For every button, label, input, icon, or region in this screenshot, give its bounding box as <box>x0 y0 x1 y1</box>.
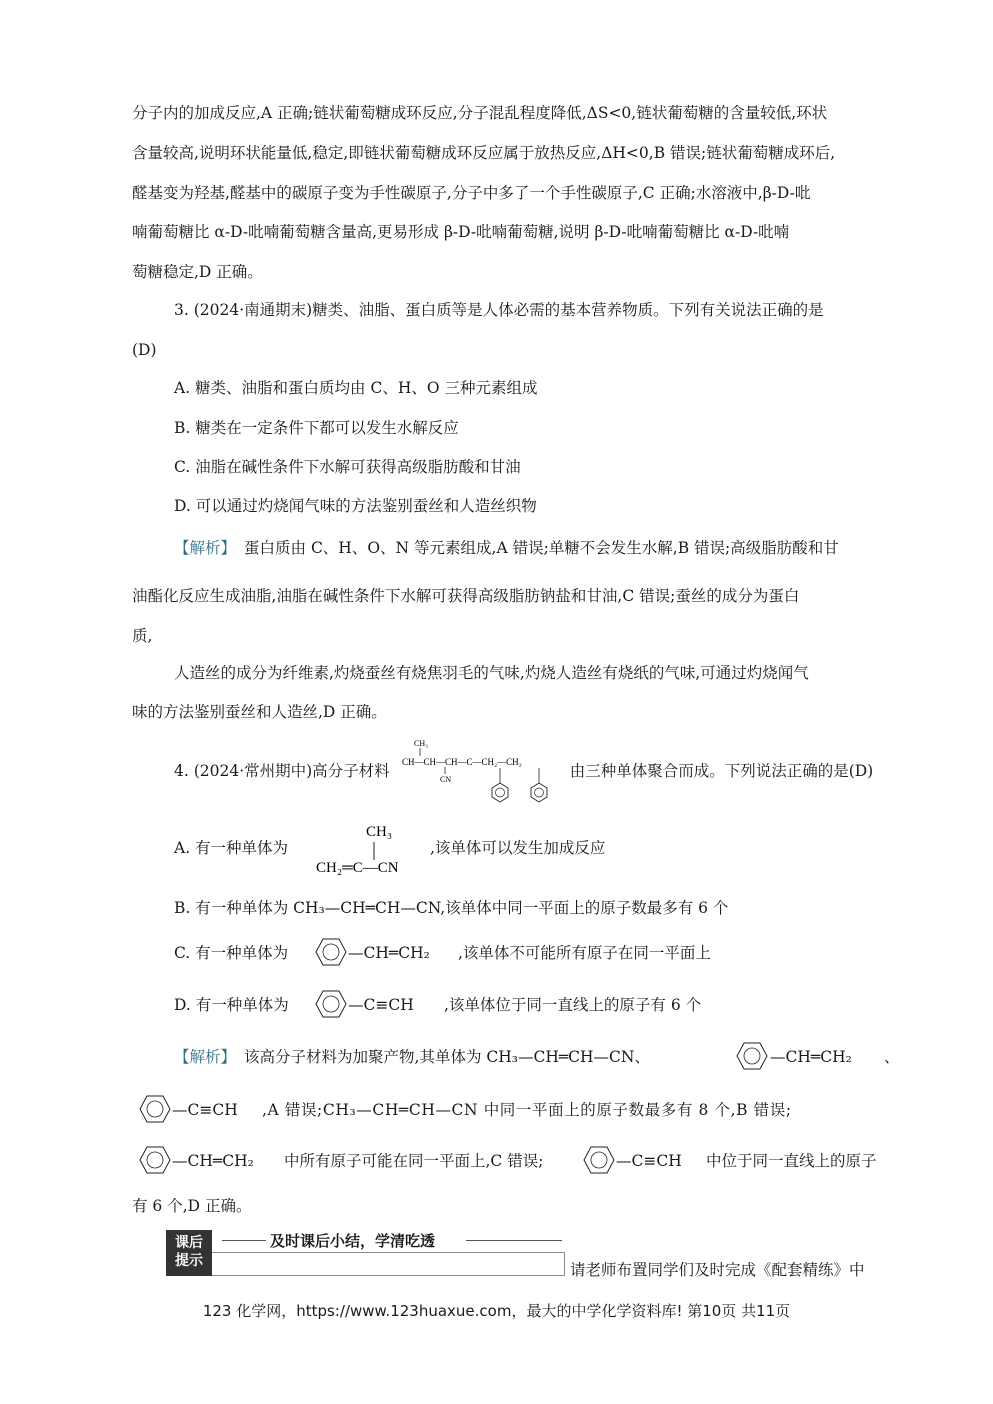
polymer-ch3: CH₃ <box>414 739 428 748</box>
q4-analysis-line: 有 6 个,D 正确。 <box>132 1197 252 1215</box>
q3-option-b: B. 糖类在一定条件下都可以发生水解反应 <box>174 419 459 437</box>
monomer-a-structure-icon <box>312 820 432 880</box>
q3-analysis-line: 味的方法鉴别蚕丝和人造丝,D 正确。 <box>132 703 387 721</box>
q4-stem-post: 由三种单体聚合而成。下列说法正确的是(D) <box>569 762 874 780</box>
q4-stem-pre: 4. (2024·常州期中)高分子材料 <box>174 762 390 780</box>
q4-option-d-pre: D. 有一种单体为 <box>174 996 289 1014</box>
banner-after-text: 请老师布置同学们及时完成《配套精练》中 <box>570 1261 865 1279</box>
polymer-structure-icon <box>400 736 600 808</box>
benzene-ring-icon <box>136 1091 176 1127</box>
monomer-a-ch3: CH₃ <box>366 824 393 840</box>
banner-label-line: 提示 <box>175 1253 203 1269</box>
text-line: 含量较高,说明环状能量低,稳定,即链状葡萄糖成环反应属于放热反应,ΔH<0,B 错误;链状葡萄糖成环后, <box>132 144 836 162</box>
analysis-text: 蛋白质由 C、H、O、N 等元素组成,A 错误;单糖不会发生水解,B 错误;高级脂肪酸和甘 <box>244 539 839 557</box>
text-line: 萄糖稳定,D 正确。 <box>132 263 263 281</box>
banner-title: 及时课后小结，学清吃透 <box>270 1232 436 1250</box>
q3-stem: 3. (2024·南通期末)糖类、油脂、蛋白质等是人体必需的基本营养物质。下列有关说法正确的是 <box>174 301 824 319</box>
banner-box <box>212 1252 565 1276</box>
polymer-cn: CN <box>440 775 452 784</box>
q3-analysis-line: 人造丝的成分为纤维素,灼烧蚕丝有烧焦羽毛的气味,灼烧人造丝有烧纸的气味,可通过灼烧闻气 <box>174 664 809 682</box>
q3-analysis-line: 油酯化反应生成油脂,油脂在碱性条件下水解可获得高级脂肪钠盐和甘油,C 错误;蚕丝的成分为蛋白 <box>132 587 800 605</box>
q3-option-c: C. 油脂在碱性条件下水解可获得高级脂肪酸和甘油 <box>174 458 521 476</box>
after-class-banner <box>166 1230 566 1276</box>
monomer-a-chain: CH₂═C—CN <box>316 860 399 876</box>
banner-label-line: 课后 <box>175 1235 203 1251</box>
q4-option-b: B. 有一种单体为 CH₃—CH═CH—CN,该单体中同一平面上的原子数最多有 6 个 <box>174 899 729 917</box>
q3-answer: (D) <box>132 341 157 359</box>
q3-option-d: D. 可以通过灼烧闻气味的方法鉴别蚕丝和人造丝织物 <box>174 497 537 515</box>
benzene-ring-icon <box>733 1038 773 1074</box>
q3-analysis-line: 质, <box>132 627 153 645</box>
analysis-sep: 、 <box>884 1048 900 1066</box>
q4-option-c-pre: C. 有一种单体为 <box>174 944 289 962</box>
benzene-ring-icon <box>312 986 352 1022</box>
analysis-tag: 【解析】 <box>174 539 237 557</box>
phenylacetylene-group: —C≡CH <box>348 996 414 1014</box>
q4-option-c-post: ,该单体不可能所有原子在同一平面上 <box>458 944 711 962</box>
styrene-group: —CH═CH₂ <box>348 944 430 962</box>
q3-option-a: A. 糖类、油脂和蛋白质均由 C、H、O 三种元素组成 <box>174 379 538 397</box>
q4-option-d-post: ,该单体位于同一直线上的原子有 6 个 <box>444 996 702 1014</box>
phenylacetylene-group: —C≡CH <box>172 1101 238 1119</box>
text-line: 分子内的加成反应,A 正确;链状葡萄糖成环反应,分子混乱程度降低,ΔS<0,链状葡萄糖的含量较低,环状 <box>132 104 828 122</box>
q3-analysis-line <box>174 538 902 558</box>
styrene-group: —CH═CH₂ <box>770 1048 852 1066</box>
banner-rule <box>222 1240 266 1241</box>
q4-analysis-line: ,A 错误;CH₃—CH═CH—CN 中同一平面上的原子数最多有 8 个,B 错误; <box>262 1101 792 1119</box>
styrene-group: —CH═CH₂ <box>172 1152 254 1170</box>
benzene-ring-icon <box>136 1142 176 1178</box>
page-footer: 123 化学网，https://www.123huaxue.com，最大的中学化学资料库! 第10页 共11页 <box>202 1302 791 1320</box>
text-line: 醛基变为羟基,醛基中的碳原子变为手性碳原子,分子中多了一个手性碳原子,C 正确;水溶液中,β-D-吡 <box>132 184 811 202</box>
q4-analysis-line: 中位于同一直线上的原子 <box>706 1152 877 1170</box>
q4-option-a-post: ,该单体可以发生加成反应 <box>430 839 606 857</box>
text-line: 喃葡萄糖比 α-D-吡喃葡萄糖含量高,更易形成 β-D-吡喃葡萄糖,说明 β-D-吡喃葡萄糖比 α-D-吡喃 <box>132 223 790 241</box>
q4-option-a-pre: A. 有一种单体为 <box>174 839 289 857</box>
polymer-chain: CH—CH—CH—C—CH₂—CH₂ <box>402 757 522 767</box>
banner-label <box>166 1230 212 1276</box>
analysis-text: 该高分子材料为加聚产物,其单体为 CH₃—CH═CH—CN、 <box>244 1048 650 1066</box>
phenylacetylene-group: —C≡CH <box>616 1152 682 1170</box>
benzene-ring-icon <box>312 934 352 970</box>
banner-rule <box>466 1240 562 1241</box>
analysis-tag: 【解析】 <box>174 1048 237 1066</box>
benzene-ring-icon <box>580 1142 620 1178</box>
q4-analysis-line: 中所有原子可能在同一平面上,C 错误; <box>284 1152 544 1170</box>
